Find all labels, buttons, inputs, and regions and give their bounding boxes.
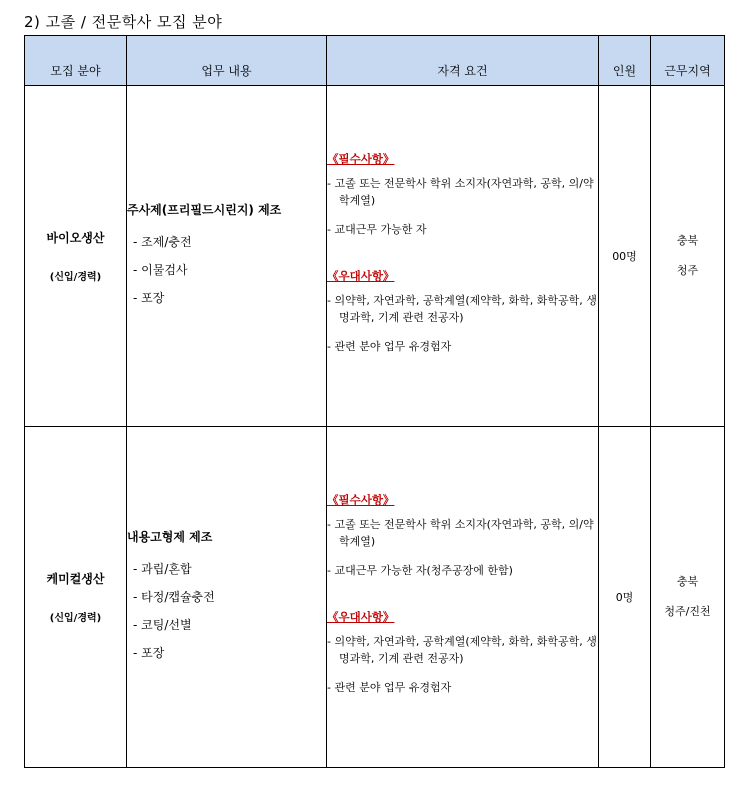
- required-item: - 교대근무 가능한 자(청주공장에 한함): [327, 564, 513, 577]
- field-name: 케미컬생산: [46, 572, 105, 586]
- field-cell: [25, 427, 127, 768]
- duty-item: - 포장: [133, 645, 165, 660]
- duty-title: 주사제(프리필드시린지) 제조: [127, 202, 282, 217]
- duty-item: - 이물검사: [133, 262, 188, 277]
- preferred-item: - 관련 분야 업무 유경험자: [327, 681, 452, 694]
- field-type: (신입/경력): [49, 272, 102, 283]
- region-cell: [651, 427, 725, 768]
- region-city: 청주: [676, 264, 699, 277]
- preferred-item: - 관련 분야 업무 유경험자: [327, 340, 452, 353]
- duty-title: 내용고형제 제조: [127, 529, 213, 544]
- table-row: [25, 427, 725, 768]
- duties-cell: [127, 427, 327, 768]
- preferred-heading: 《우대사항》: [327, 269, 395, 283]
- duties-cell: [127, 86, 327, 427]
- duty-item: - 코팅/선별: [133, 617, 192, 632]
- header-duties: 업무 내용: [127, 36, 327, 86]
- field-cell: [25, 86, 127, 427]
- duty-item: - 포장: [133, 290, 165, 305]
- required-heading: 《필수사항》: [327, 152, 395, 166]
- headcount-cell: 0명: [599, 427, 651, 768]
- required-item: - 고졸 또는 전문학사 학위 소지자(자연과학, 공학, 의/약학계열): [327, 177, 594, 207]
- section-title: 2) 고졸 / 전문학사 모집 분야: [24, 13, 223, 31]
- required-item: - 교대근무 가능한 자: [327, 223, 427, 236]
- preferred-heading: 《우대사항》: [327, 610, 395, 624]
- region-city: 청주/진천: [664, 605, 711, 618]
- qualifications-cell: [327, 86, 599, 427]
- region-province: 충북: [676, 575, 699, 588]
- required-item: - 고졸 또는 전문학사 학위 소지자(자연과학, 공학, 의/약학계열): [327, 518, 594, 548]
- region-province: 충북: [676, 234, 699, 247]
- required-heading: 《필수사항》: [327, 493, 395, 507]
- header-field: 모집 분야: [25, 36, 127, 86]
- header-headcount: 인원: [599, 36, 651, 86]
- duty-item: - 과립/혼합: [133, 561, 192, 576]
- headcount-cell: 00명: [599, 86, 651, 427]
- field-type: (신입/경력): [49, 613, 102, 624]
- header-qualifications: 자격 요건: [327, 36, 599, 86]
- recruitment-table: [24, 35, 725, 768]
- region-cell: [651, 86, 725, 427]
- field-name: 바이오생산: [46, 231, 105, 245]
- qualifications-cell: [327, 427, 599, 768]
- duty-item: - 조제/충전: [133, 234, 192, 249]
- duty-item: - 타정/캡슐충전: [133, 589, 215, 604]
- header-row: [25, 36, 725, 86]
- table-row: [25, 86, 725, 427]
- preferred-item: - 의약학, 자연과학, 공학계열(제약학, 화학, 화학공학, 생명과학, 기계 관련 전공자): [327, 635, 597, 665]
- header-region: 근무지역: [651, 36, 725, 86]
- preferred-item: - 의약학, 자연과학, 공학계열(제약학, 화학, 화학공학, 생명과학, 기계 관련 전공자): [327, 294, 597, 324]
